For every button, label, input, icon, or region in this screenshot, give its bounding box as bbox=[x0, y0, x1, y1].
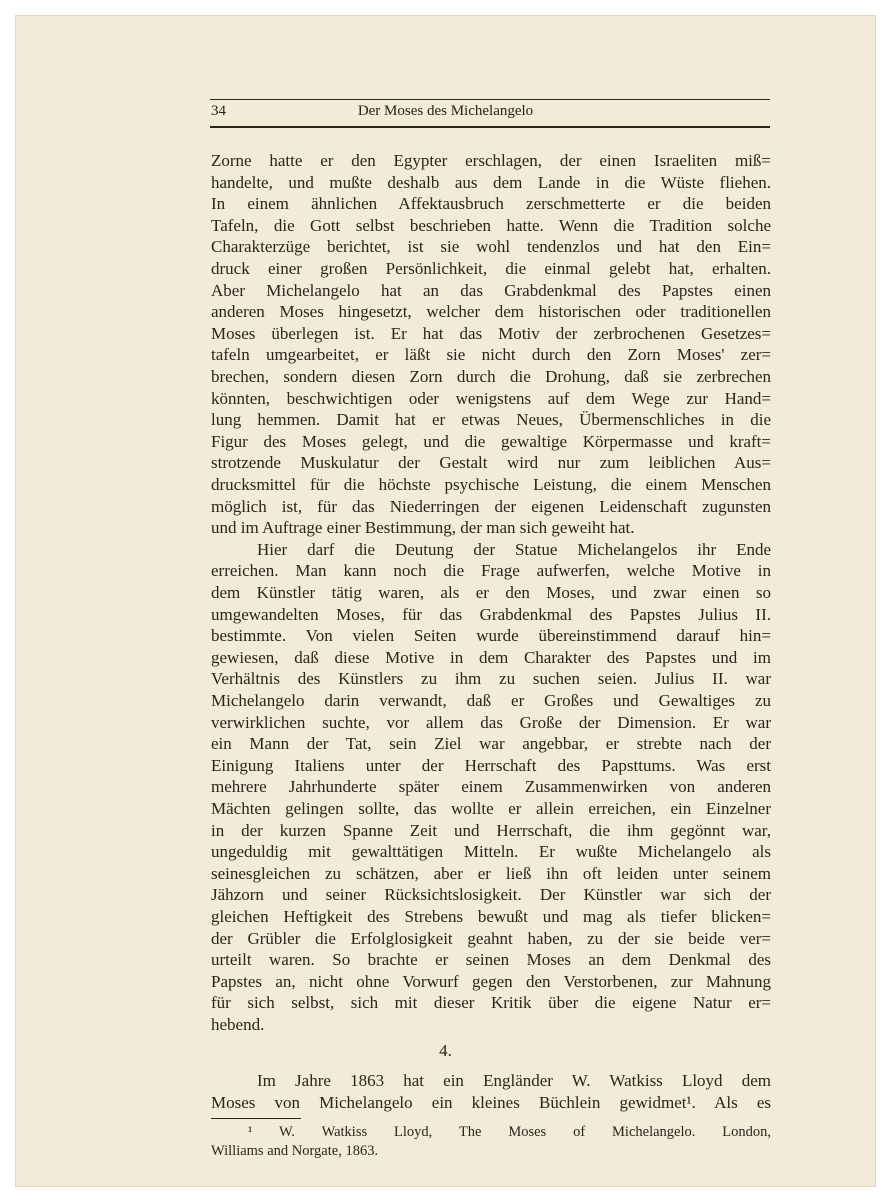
text-line: erreichen. Man kann noch die Frage aufwerfen, welche Motive in bbox=[211, 561, 771, 580]
text-line: Tafeln, die Gott selbst beschrieben hatte. Wenn die Tradition solche bbox=[211, 216, 771, 235]
text-line: in der kurzen Spanne Zeit und Herrschaft, die ihm gegönnt war, bbox=[211, 821, 771, 840]
text-line: Im Jahre 1863 hat ein Engländer W. Watkiss Lloyd dem bbox=[257, 1071, 771, 1090]
text-line: Aber Michelangelo hat an das Grabdenkmal des Papstes einen bbox=[211, 281, 771, 300]
text-line: lung hemmen. Damit hat er etwas Neues, Übermenschliches in die bbox=[211, 410, 771, 429]
running-title: Der Moses des Michelangelo bbox=[357, 103, 534, 119]
text-line: ein Mann der Tat, sein Ziel war angebbar, er strebte nach der bbox=[211, 734, 771, 753]
text-line: tafeln umgearbeitet, er läßt sie nicht durch den Zorn Moses' zer= bbox=[211, 345, 771, 364]
text-line: für sich selbst, sich mit dieser Kritik über die eigene Natur er= bbox=[211, 993, 771, 1012]
text-line: möglich ist, für das Niederringen der eigenen Leidenschaft zugunsten bbox=[211, 497, 771, 516]
text-line: Charakterzüge berichtet, ist sie wohl tendenzlos und hat den Ein= bbox=[211, 237, 771, 256]
footnote-line: ¹ W. Watkiss Lloyd, The Moses of Michelangelo. London, bbox=[248, 1124, 771, 1140]
text-line: Moses überlegen ist. Er hat das Motiv der zerbrochenen Gesetzes= bbox=[211, 324, 771, 343]
text-line: der Grübler die Erfolglosigkeit geahnt haben, zu der sie beide ver= bbox=[211, 929, 771, 948]
section-number: 4. bbox=[439, 1041, 452, 1060]
text-line: Mächten gelingen sollte, das wollte er allein erreichen, ein Einzelner bbox=[211, 799, 771, 818]
header-rule bbox=[210, 126, 770, 128]
text-line: Moses von Michelangelo ein kleines Büchlein gewidmet¹. Als es bbox=[211, 1093, 771, 1112]
text-line: Figur des Moses gelegt, und die gewaltige Körpermasse und kraft= bbox=[211, 432, 771, 451]
text-line: mehrere Jahrhunderte später einem Zusammenwirken von anderen bbox=[211, 777, 771, 796]
text-line: handelte, und mußte deshalb aus dem Lande in die Wüste fliehen. bbox=[211, 173, 771, 192]
text-line: seinesgleichen zu schätzen, aber er ließ ihn oft leiden unter seinem bbox=[211, 864, 771, 883]
text-line: verwirklichen suchte, vor allem das Große der Dimension. Er war bbox=[211, 713, 771, 732]
text-line: anderen Moses hingesetzt, welcher dem historischen oder traditionellen bbox=[211, 302, 771, 321]
text-line: drucksmittel für die höchste psychische Leistung, die einem Menschen bbox=[211, 475, 771, 494]
page-number: 34 bbox=[211, 103, 226, 119]
text-line: hebend. bbox=[211, 1015, 265, 1034]
text-line: druck einer großen Persönlichkeit, die einmal gelebt hat, erhalten. bbox=[211, 259, 771, 278]
text-line: bestimmte. Von vielen Seiten wurde übereinstimmend darauf hin= bbox=[211, 626, 771, 645]
text-line: Michelangelo darin verwandt, daß er Großes und Gewaltiges zu bbox=[211, 691, 771, 710]
footnote-line: Williams and Norgate, 1863. bbox=[211, 1143, 379, 1159]
text-line: gleichen Heftigkeit des Strebens bewußt und mag als tiefer blicken= bbox=[211, 907, 771, 926]
header-rule bbox=[210, 99, 770, 100]
text-line: könnten, beschwichtigen oder wenigstens auf dem Wege zur Hand= bbox=[211, 389, 771, 408]
text-line: strotzende Muskulatur der Gestalt wird nur zum leiblichen Aus= bbox=[211, 453, 771, 472]
text-line: umgewandelten Moses, für das Grabdenkmal des Papstes Julius II. bbox=[211, 605, 771, 624]
text-line: urteilt waren. So brachte er seinen Moses an dem Denkmal des bbox=[211, 950, 771, 969]
footnote-rule bbox=[211, 1118, 301, 1119]
text-line: dem Künstler tätig waren, als er den Moses, und zwar einen so bbox=[211, 583, 771, 602]
text-line: Jähzorn und seiner Rücksichtslosigkeit. Der Künstler war sich der bbox=[211, 885, 771, 904]
text-line: In einem ähnlichen Affektausbruch zerschmetterte er die beiden bbox=[211, 194, 771, 213]
text-line: Papstes an, nicht ohne Vorwurf gegen den Verstorbenen, zur Mahnung bbox=[211, 972, 771, 991]
text-line: ungeduldig mit gewalttätigen Mitteln. Er wußte Michelangelo als bbox=[211, 842, 771, 861]
text-line: und im Auftrage einer Bestimmung, der man sich geweiht hat. bbox=[211, 518, 635, 537]
text-line: Einigung Italiens unter der Herrschaft des Papsttums. Was erst bbox=[211, 756, 771, 775]
text-line: gewiesen, daß diese Motive in dem Charakter des Papstes und im bbox=[211, 648, 771, 667]
text-line: Zorne hatte er den Egypter erschlagen, der einen Israeliten miß= bbox=[211, 151, 771, 170]
text-line: brechen, sondern diesen Zorn durch die Drohung, daß sie zerbrechen bbox=[211, 367, 771, 386]
text-line: Hier darf die Deutung der Statue Michelangelos ihr Ende bbox=[257, 540, 771, 559]
text-line: Verhältnis des Künstlers zu ihm zu suchen seien. Julius II. war bbox=[211, 669, 771, 688]
